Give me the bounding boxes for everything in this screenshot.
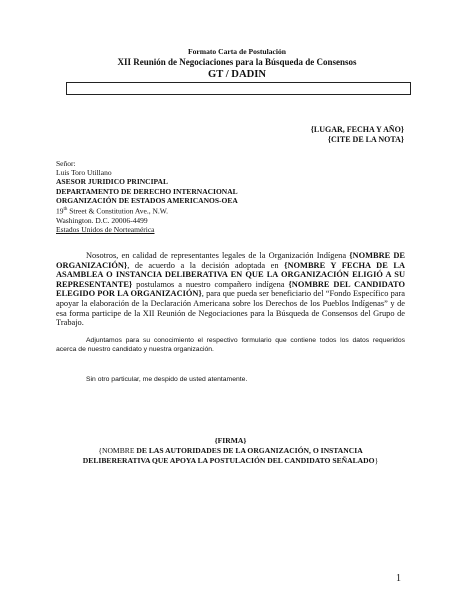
brace-open: { xyxy=(98,446,102,455)
salutation: Señor: xyxy=(56,159,76,168)
body-paragraph-1 xyxy=(56,251,405,328)
signature-placeholder: {FIRMA} xyxy=(214,436,247,445)
recipient-country: Estados Unidos de Norteamérica xyxy=(56,224,155,234)
form-title: Formato Carta de Postulación xyxy=(187,47,287,56)
header-box xyxy=(66,82,411,95)
p1-text-4: , para que pueda ser beneficiario del “Fondo Específico para apoyar la elaboración de la Declaración Americana sobre los Derechos de los Pueblos Indígenas” y de esa forma participe de la XII Reunión de Negociaciones para la Búsqueda de Consensos del Grupo de Trabajo. xyxy=(56,289,405,328)
p1-candidate-placeholder: {NOMBRE DEL CANDIDATO ELEGIDO POR LA ORGANIZACIÓN} xyxy=(56,279,405,299)
closing-line xyxy=(56,376,405,385)
signatory-line-2 xyxy=(56,456,405,466)
recipient-street xyxy=(56,205,416,216)
group-title: GT / DADIN xyxy=(207,69,267,80)
p2-text: Adjuntamos para su conocimiento el respectivo formulario que contiene todos los datos requeridos acerca de nuestro candidato y nuestra organización. xyxy=(56,337,405,353)
meeting-title: XII Reunión de Negociaciones para la Búsqueda de Consensos xyxy=(117,57,357,67)
recipient-block xyxy=(56,159,416,234)
signatory-line-1 xyxy=(56,446,405,456)
recipient-title: ASESOR JURIDICO PRINCIPAL xyxy=(56,177,168,187)
p1-text-2: , de acuerdo a la decisión adoptada en xyxy=(127,260,285,270)
recipient-name: Luis Toro Utillano xyxy=(56,168,112,178)
recipient-department: DEPARTAMENTO DE DERECHO INTERNACIONAL xyxy=(56,186,238,196)
closing-text: Sin otro particular, me despido de usted atentamente. xyxy=(86,376,248,383)
nombre-word: NOMBRE xyxy=(101,446,135,455)
signatory-text-1: DE LAS AUTORIDADES DE LA ORGANIZACIÓN, O INSTANCIA xyxy=(134,446,363,455)
street-suffix: th xyxy=(63,207,68,213)
p1-text-3: postulamos a nuestro compañero indígena xyxy=(132,279,289,289)
signatory-text-2: DELIBERERATIVA QUE APOYA LA POSTULACIÓN DEL CANDIDATO SEÑALADO xyxy=(82,456,375,465)
street-number: 19 xyxy=(56,206,64,216)
recipient-city: Washington. D.C. 20006-4499 xyxy=(56,215,148,225)
p1-org-placeholder: {NOMBRE DE ORGANIZACIÓN} xyxy=(56,251,406,270)
page-number: 1 xyxy=(396,573,401,584)
p1-text-1: Nosotros, en calidad de representantes legales de la Organización Indígena xyxy=(86,251,350,260)
recipient-organization: ORGANIZACIÓN DE ESTADOS AMERICANOS-OEA xyxy=(56,195,238,205)
body-paragraph-2 xyxy=(56,337,405,354)
note-ref: {CITE DE LA NOTA} xyxy=(327,135,404,144)
place-date: {LUGAR, FECHA Y AÑO} xyxy=(310,125,404,134)
street-rest: Street & Constitution Ave., N.W. xyxy=(67,206,169,216)
p1-assembly-placeholder: {NOMBRE Y FECHA DE LA ASAMBLEA O INSTANCIA DELIBERATIVA EN QUE LA ORGANIZACIÓN ELIGIÓ A SU REPRESENTANTE} xyxy=(56,260,406,289)
brace-close: } xyxy=(374,456,379,465)
